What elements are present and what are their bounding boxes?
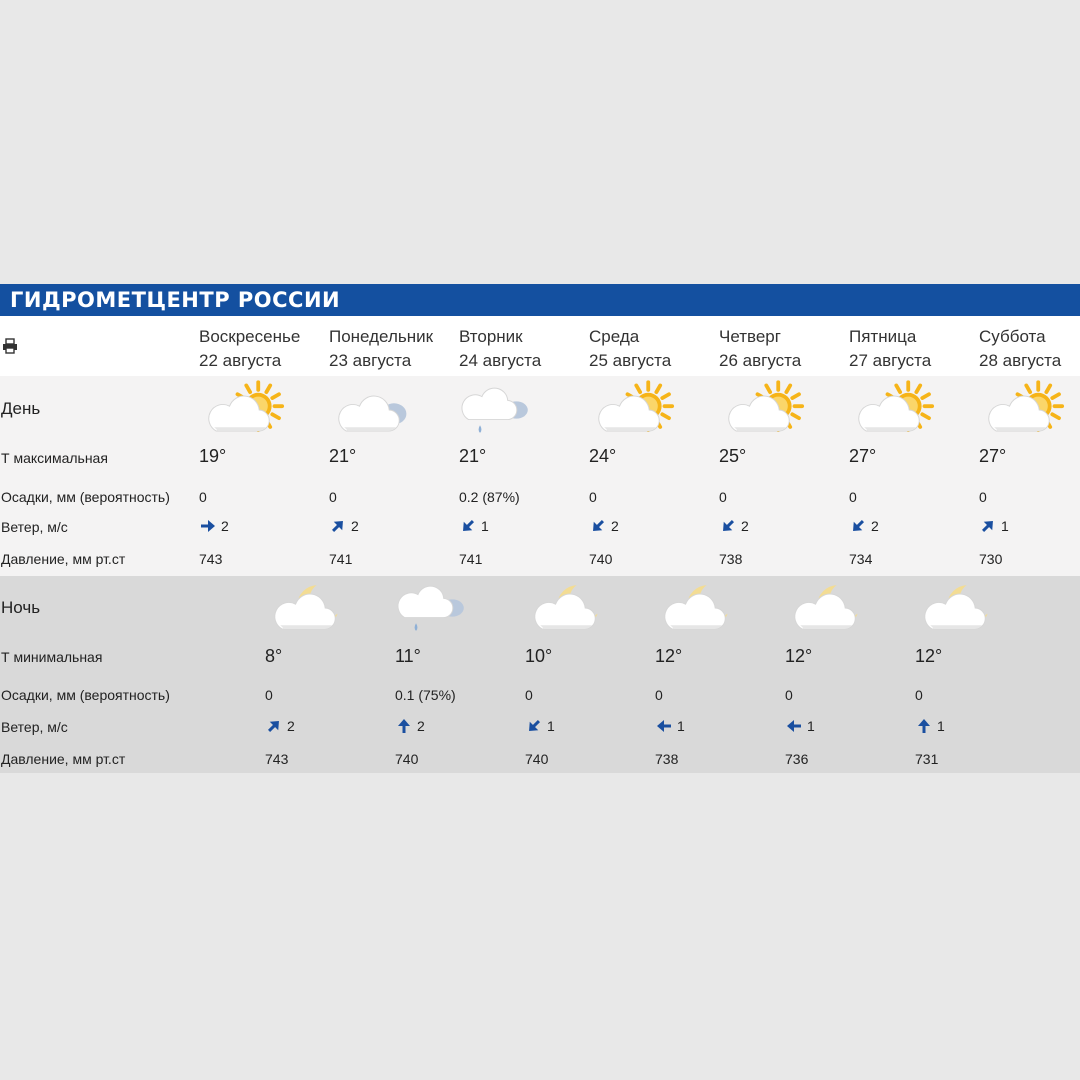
wind-direction-icon [199,518,221,534]
day-weekday: Четверг [719,327,781,346]
temp-value: 11° [395,646,421,666]
wind-cell [329,518,359,534]
precip-value: 0 [265,687,273,703]
wind-speed: 1 [937,718,945,734]
wind-direction-icon [329,518,351,534]
cloud-moon-icon [915,578,1001,638]
day-header [849,325,931,373]
cloud-rain-icon [459,380,545,440]
wind-cell [719,518,749,534]
temp-value: 25° [719,446,747,466]
temp-value: 27° [979,446,1007,466]
pressure-value: 738 [655,751,679,767]
temp-value: 12° [785,646,813,666]
day-weekday: Суббота [979,327,1046,346]
row-label-pressure: Давление, мм рт.ст [1,551,126,567]
cloud-sun-icon [589,380,675,440]
wind-direction-icon [265,718,287,734]
pressure-value: 741 [329,551,353,567]
pressure-value: 740 [395,751,419,767]
days-header [0,316,1080,376]
night-section-label: Ночь [1,598,41,617]
banner-title: ГИДРОМЕТЦЕНТР РОССИИ [0,284,1080,316]
day-date: 23 августа [329,351,412,370]
precip-value: 0 [785,687,793,703]
cloud-sun-icon [849,380,935,440]
precip-value: 0.2 (87%) [459,489,520,505]
wind-speed: 1 [547,718,555,734]
wind-cell [525,718,555,734]
temp-value: 8° [265,646,283,666]
wind-speed: 1 [807,718,815,734]
temp-value: 27° [849,446,877,466]
pressure-value: 743 [199,551,223,567]
weather-widget [0,284,1080,773]
precip-value: 0 [525,687,533,703]
wind-cell [979,518,1009,534]
cloud-sun-icon [199,380,285,440]
cloud-moon-icon [655,578,741,638]
night-section [0,576,1080,773]
pressure-value: 738 [719,551,743,567]
pressure-value: 741 [459,551,483,567]
row-label-wind: Ветер, м/с [1,719,68,735]
cloud-moon-icon [265,578,351,638]
precip-value: 0 [329,489,337,505]
wind-direction-icon [979,518,1001,534]
wind-speed: 2 [741,518,749,534]
wind-direction-icon [525,718,547,734]
wind-cell [395,718,425,734]
wind-cell [199,518,229,534]
cloud-moon-icon [785,578,871,638]
row-label-temp-min: Т минимальная [1,649,103,665]
pressure-value: 730 [979,551,1003,567]
wind-direction-icon [719,518,741,534]
wind-cell [459,518,489,534]
row-label-wind: Ветер, м/с [1,519,68,535]
day-header [719,325,801,373]
precip-value: 0 [915,687,923,703]
day-weekday: Вторник [459,327,523,346]
wind-speed: 1 [1001,518,1009,534]
day-date: 24 августа [459,351,542,370]
day-header [459,325,541,373]
wind-speed: 2 [417,718,425,734]
day-date: 28 августа [979,351,1062,370]
cloud-rain-icon [395,578,481,638]
wind-direction-icon [655,718,677,734]
wind-cell [849,518,879,534]
row-label-precip: Осадки, мм (вероятность) [1,489,170,505]
row-label-pressure: Давление, мм рт.ст [1,751,126,767]
wind-direction-icon [459,518,481,534]
precip-value: 0 [979,489,987,505]
wind-cell [655,718,685,734]
day-header [329,325,433,373]
pressure-value: 740 [589,551,613,567]
temp-value: 12° [915,646,943,666]
precip-value: 0 [849,489,857,505]
wind-cell [589,518,619,534]
wind-cell [915,718,945,734]
temp-value: 24° [589,446,617,466]
wind-speed: 1 [677,718,685,734]
day-weekday: Среда [589,327,640,346]
wind-direction-icon [395,718,417,734]
day-section [0,376,1080,576]
day-header [589,325,671,373]
day-section-label: День [1,399,41,418]
pressure-value: 743 [265,751,289,767]
day-date: 27 августа [849,351,932,370]
day-date: 26 августа [719,351,802,370]
day-header [199,325,300,373]
wind-speed: 1 [481,518,489,534]
wind-direction-icon [915,718,937,734]
cloud-moon-icon [525,578,611,638]
cloud-icon [329,380,415,440]
precip-value: 0 [589,489,597,505]
pressure-value: 734 [849,551,873,567]
precip-value: 0 [199,489,207,505]
wind-cell [785,718,815,734]
cloud-sun-icon [719,380,805,440]
cloud-sun-icon [979,380,1065,440]
temp-value: 19° [199,446,227,466]
precip-value: 0 [655,687,663,703]
temp-value: 10° [525,646,553,666]
wind-direction-icon [849,518,871,534]
day-header [979,325,1061,373]
temp-value: 12° [655,646,683,666]
pressure-value: 731 [915,751,939,767]
pressure-value: 740 [525,751,549,767]
wind-cell [265,718,295,734]
precip-value: 0 [719,489,727,505]
wind-speed: 2 [871,518,879,534]
row-label-precip: Осадки, мм (вероятность) [1,687,170,703]
pressure-value: 736 [785,751,809,767]
day-date: 22 августа [199,351,282,370]
wind-direction-icon [785,718,807,734]
wind-speed: 2 [287,718,295,734]
temp-value: 21° [459,446,487,466]
day-weekday: Понедельник [329,327,434,346]
precip-value: 0.1 (75%) [395,687,456,703]
day-date: 25 августа [589,351,672,370]
wind-speed: 2 [611,518,619,534]
printer-icon[interactable] [2,338,18,354]
wind-speed: 2 [221,518,229,534]
wind-speed: 2 [351,518,359,534]
temp-value: 21° [329,446,357,466]
day-weekday: Воскресенье [199,327,301,346]
row-label-temp-max: Т максимальная [1,450,108,466]
wind-direction-icon [589,518,611,534]
day-weekday: Пятница [849,327,917,346]
